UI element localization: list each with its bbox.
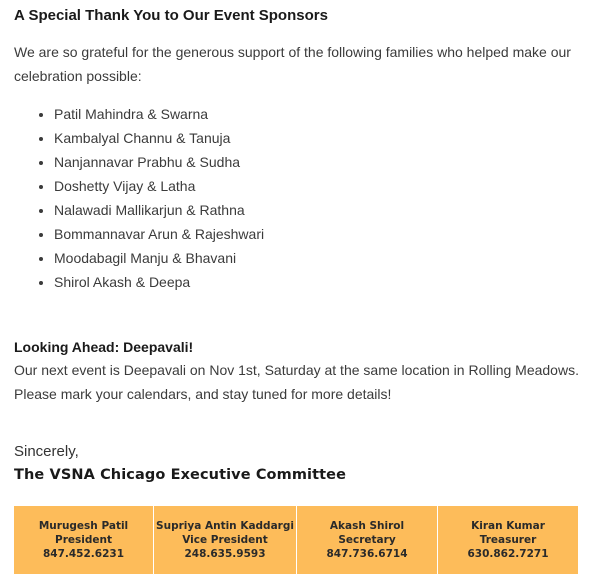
list-item: • Nalawadi Mallikarjun & Rathna	[54, 198, 264, 222]
officer-phone: 630.862.7271	[467, 548, 549, 560]
officer-name: Kiran Kumar	[471, 520, 545, 532]
officer-role: Secretary	[338, 534, 396, 546]
officer-role: Treasurer	[479, 534, 537, 546]
officer-phone: 847.452.6231	[42, 548, 125, 560]
list-item: • Nanjannavar Prabhu & Sudha	[54, 150, 264, 174]
officer-name: Supriya Antin Kaddargi	[156, 520, 294, 532]
officer-name: Murugesh Patil	[38, 520, 129, 532]
officer-role: President	[55, 534, 112, 546]
sponsors-intro: We are so grateful for the generous support of the following families who helped make our celebration possible:	[14, 44, 571, 84]
signature: The VSNA Chicago Executive Committee	[14, 467, 347, 483]
officer-card	[297, 506, 438, 574]
list-item: • Patil Mahindra & Swarna	[54, 102, 264, 126]
sponsors-heading: A Special Thank You to Our Event Sponsors	[14, 7, 328, 24]
list-item: • Kambalyal Channu & Tanuja	[54, 126, 264, 150]
officer-phone: 248.635.9593	[184, 548, 266, 560]
looking-ahead-title: Looking Ahead: Deepavali!	[14, 339, 194, 355]
looking-ahead-body: Our next event is Deepavali on Nov 1st, Saturday at the same location in Rolling Meadows. Please mark your calendars, and stay tuned for more details!	[14, 362, 579, 402]
list-item: • Shirol Akash & Deepa	[54, 270, 264, 294]
officer-card	[14, 506, 154, 574]
officers-band	[14, 506, 578, 574]
officer-phone: 847.736.6714	[326, 548, 408, 560]
closing-salutation: Sincerely,	[14, 443, 79, 460]
officer-role: Vice President	[182, 534, 268, 546]
officer-card	[438, 506, 578, 574]
list-item: • Doshetty Vijay & Latha	[54, 174, 264, 198]
officer-card	[154, 506, 297, 574]
list-item: • Moodabagil Manju & Bhavani	[54, 246, 264, 270]
sponsor-list	[14, 102, 264, 294]
officer-name: Akash Shirol	[329, 520, 405, 532]
list-item: • Bommannavar Arun & Rajeshwari	[54, 222, 264, 246]
